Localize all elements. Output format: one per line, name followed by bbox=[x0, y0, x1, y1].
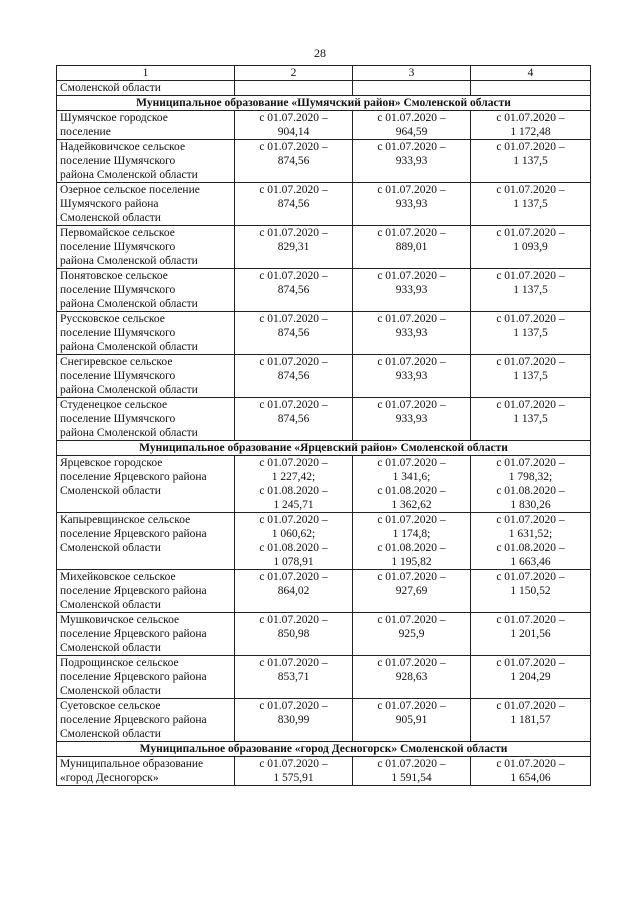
tariff-col-4-line: с 01.07.2020 – bbox=[496, 514, 565, 526]
tariff-col-2-line: 1 060,62; bbox=[271, 528, 316, 540]
tariff-col-3 bbox=[353, 699, 471, 742]
tariff-col-3 bbox=[353, 656, 471, 699]
tariff-col-3-line: 933,93 bbox=[395, 198, 428, 210]
settlement-name-line: Мушковичское сельское bbox=[60, 614, 180, 626]
tariff-col-2-line: с 01.07.2020 – bbox=[259, 313, 328, 325]
tariff-col-2-line: 1 078,91 bbox=[273, 556, 314, 568]
tariff-col-4 bbox=[471, 312, 591, 355]
tariff-col-2-line: с 01.07.2020 – bbox=[259, 112, 328, 124]
settlement-name-line: Смоленской области bbox=[60, 542, 161, 554]
tariff-col-2-line: с 01.07.2020 – bbox=[259, 758, 328, 770]
tariff-col-4 bbox=[471, 456, 591, 513]
settlement-name-line: района Смоленской области bbox=[60, 255, 198, 267]
tariff-col-2-line: с 01.08.2020 – bbox=[259, 485, 328, 497]
tariff-col-3 bbox=[353, 140, 471, 183]
tariff-col-3-line: 905,91 bbox=[395, 714, 428, 726]
settlement-name bbox=[57, 613, 235, 656]
tariff-col-3-line: с 01.08.2020 – bbox=[377, 485, 446, 497]
tariff-col-3-line: с 01.07.2020 – bbox=[377, 313, 446, 325]
tariff-col-4 bbox=[471, 513, 591, 570]
tariff-col-3 bbox=[353, 111, 471, 140]
tariff-col-3-line: 1 341,6; bbox=[392, 471, 431, 483]
tariff-col-2-line: 874,56 bbox=[277, 327, 310, 339]
settlement-name-line: Михейковское сельское bbox=[60, 571, 176, 583]
tariff-col-4-line: с 01.07.2020 – bbox=[496, 313, 565, 325]
tariff-col-3-line: с 01.07.2020 – bbox=[377, 356, 446, 368]
settlement-name-line: Первомайское сельское bbox=[60, 227, 175, 239]
page-number: 28 bbox=[314, 46, 326, 60]
tariff-col-2 bbox=[235, 456, 353, 513]
settlement-name-line: Озерное сельское поселение bbox=[60, 184, 200, 196]
settlement-name bbox=[57, 456, 235, 513]
settlement-name bbox=[57, 398, 235, 441]
tariff-col-4 bbox=[471, 398, 591, 441]
tariff-col-2 bbox=[235, 398, 353, 441]
tariff-col-2-line: с 01.07.2020 – bbox=[259, 457, 328, 469]
tariff-col-3-line: с 01.07.2020 – bbox=[377, 184, 446, 196]
tariff-col-3 bbox=[353, 355, 471, 398]
tariff-col-4-line: 1 201,56 bbox=[510, 628, 551, 640]
empty-cell bbox=[353, 81, 471, 96]
tariff-col-4-line: 1 798,32; bbox=[508, 471, 553, 483]
tariff-col-2-line: с 01.07.2020 – bbox=[259, 184, 328, 196]
section-header-row bbox=[57, 742, 591, 757]
tariff-col-3 bbox=[353, 183, 471, 226]
tariff-col-2-line: с 01.07.2020 – bbox=[259, 399, 328, 411]
settlement-name bbox=[57, 140, 235, 183]
settlement-name-line: поселение Шумячского bbox=[60, 370, 176, 382]
settlement-name-line: Шумячское городское bbox=[60, 112, 168, 124]
table-row bbox=[57, 699, 591, 742]
tariff-col-3-line: с 01.08.2020 – bbox=[377, 542, 446, 554]
tariff-col-2-line: с 01.07.2020 – bbox=[259, 270, 328, 282]
tariff-col-2 bbox=[235, 699, 353, 742]
tariff-col-4-line: с 01.07.2020 – bbox=[496, 457, 565, 469]
tariff-col-2 bbox=[235, 183, 353, 226]
tariff-col-3 bbox=[353, 269, 471, 312]
tariff-col-2 bbox=[235, 613, 353, 656]
tariff-col-4-line: с 01.07.2020 – bbox=[496, 399, 565, 411]
tariff-col-3 bbox=[353, 456, 471, 513]
table-row bbox=[57, 312, 591, 355]
tariff-col-3 bbox=[353, 312, 471, 355]
tariff-col-4 bbox=[471, 269, 591, 312]
tariff-col-3-line: с 01.07.2020 – bbox=[377, 614, 446, 626]
tariff-col-2 bbox=[235, 226, 353, 269]
tariff-col-2 bbox=[235, 269, 353, 312]
table-row bbox=[57, 656, 591, 699]
table-row bbox=[57, 269, 591, 312]
tariff-col-2-line: 874,56 bbox=[277, 370, 310, 382]
settlement-name-line: района Смоленской области bbox=[60, 298, 198, 310]
tariff-col-2 bbox=[235, 570, 353, 613]
settlement-name-line: поселение Шумячского bbox=[60, 241, 176, 253]
tariff-col-4 bbox=[471, 656, 591, 699]
empty-cell bbox=[471, 81, 591, 96]
table-row bbox=[57, 757, 591, 786]
tariff-col-4-line: с 01.07.2020 – bbox=[496, 141, 565, 153]
table-row bbox=[57, 613, 591, 656]
tariff-col-3-line: 964,59 bbox=[395, 126, 428, 138]
tariff-col-4 bbox=[471, 111, 591, 140]
settlement-name-line: района Смоленской области bbox=[60, 341, 198, 353]
settlement-name bbox=[57, 312, 235, 355]
tariff-col-2-line: с 01.07.2020 – bbox=[259, 571, 328, 583]
tariff-col-4-line: 1 137,5 bbox=[513, 284, 548, 296]
settlement-name-line: «город Десногорск» bbox=[60, 772, 159, 784]
tariff-col-2-line: с 01.07.2020 – bbox=[259, 657, 328, 669]
settlement-name-line: Ярцевское городское bbox=[60, 457, 163, 469]
tariff-col-2-line: с 01.07.2020 – bbox=[259, 614, 328, 626]
tariff-col-2-line: 1 575,91 bbox=[273, 772, 314, 784]
carry-over-row bbox=[57, 81, 591, 96]
tariff-col-4-line: с 01.07.2020 – bbox=[496, 270, 565, 282]
settlement-name-line: поселение Ярцевского района bbox=[60, 585, 207, 597]
tariff-col-3-line: 1 195,82 bbox=[391, 556, 432, 568]
settlement-name-line: Суетовское сельское bbox=[60, 700, 161, 712]
tariff-col-4-line: 1 830,26 bbox=[510, 499, 551, 511]
tariff-col-3-line: 1 362,62 bbox=[391, 499, 432, 511]
tariff-col-3 bbox=[353, 613, 471, 656]
section-title: Муниципальное образование «Шумячский район» Смоленской области bbox=[57, 96, 591, 111]
tariff-table-body bbox=[57, 66, 591, 786]
tariff-col-3-line: с 01.07.2020 – bbox=[377, 571, 446, 583]
settlement-name-line: Муниципальное образование bbox=[60, 758, 204, 770]
tariff-col-2-line: 874,56 bbox=[277, 198, 310, 210]
tariff-col-4 bbox=[471, 226, 591, 269]
tariff-col-3-line: с 01.07.2020 – bbox=[377, 457, 446, 469]
tariff-col-4-line: с 01.07.2020 – bbox=[496, 356, 565, 368]
table-row bbox=[57, 570, 591, 613]
tariff-col-3-line: с 01.07.2020 – bbox=[377, 270, 446, 282]
tariff-col-3-line: с 01.07.2020 – bbox=[377, 700, 446, 712]
settlement-name-line: Смоленской области bbox=[60, 599, 161, 611]
tariff-col-3-line: 933,93 bbox=[395, 327, 428, 339]
settlement-name-line: Студенецкое сельское bbox=[60, 399, 168, 411]
tariff-col-4-line: с 01.07.2020 – bbox=[496, 571, 565, 583]
tariff-col-2-line: 830,99 bbox=[277, 714, 310, 726]
tariff-col-3-line: 933,93 bbox=[395, 284, 428, 296]
tariff-col-2-line: 864,02 bbox=[277, 585, 310, 597]
settlement-name bbox=[57, 656, 235, 699]
table-row bbox=[57, 183, 591, 226]
tariff-col-4-line: 1 631,52; bbox=[508, 528, 553, 540]
section-header-row bbox=[57, 96, 591, 111]
settlement-name bbox=[57, 570, 235, 613]
tariff-col-3-line: 928,63 bbox=[395, 671, 428, 683]
tariff-col-4-line: с 01.07.2020 – bbox=[496, 758, 565, 770]
column-number-row bbox=[57, 66, 591, 81]
column-number: 4 bbox=[471, 66, 591, 81]
tariff-col-2 bbox=[235, 355, 353, 398]
tariff-table bbox=[56, 65, 591, 786]
tariff-col-2 bbox=[235, 757, 353, 786]
settlement-name bbox=[57, 757, 235, 786]
table-row bbox=[57, 140, 591, 183]
tariff-col-4-line: 1 137,5 bbox=[513, 155, 548, 167]
tariff-col-4-line: 1 172,48 bbox=[510, 126, 551, 138]
settlement-name-line: поселение Шумячского bbox=[60, 284, 176, 296]
tariff-col-4-line: 1 137,5 bbox=[513, 327, 548, 339]
tariff-col-2-line: 829,31 bbox=[277, 241, 310, 253]
section-title: Муниципальное образование «город Десногорск» Смоленской области bbox=[57, 742, 591, 757]
settlement-name-line: Снегиревское сельское bbox=[60, 356, 173, 368]
tariff-col-4-line: с 01.08.2020 – bbox=[496, 542, 565, 554]
table-row bbox=[57, 398, 591, 441]
tariff-col-2-line: 1 227,42; bbox=[271, 471, 316, 483]
tariff-col-4-line: 1 654,06 bbox=[510, 772, 551, 784]
tariff-col-3-line: с 01.07.2020 – bbox=[377, 112, 446, 124]
settlement-name-line: Надейковичское сельское bbox=[60, 141, 186, 153]
tariff-col-4-line: с 01.07.2020 – bbox=[496, 184, 565, 196]
tariff-col-3-line: с 01.07.2020 – bbox=[377, 141, 446, 153]
tariff-col-4 bbox=[471, 183, 591, 226]
tariff-col-3-line: 927,69 bbox=[395, 585, 428, 597]
tariff-col-2-line: с 01.07.2020 – bbox=[259, 514, 328, 526]
tariff-col-3-line: с 01.07.2020 – bbox=[377, 514, 446, 526]
settlement-name-line: поселение Ярцевского района bbox=[60, 471, 207, 483]
tariff-col-4-line: с 01.07.2020 – bbox=[496, 614, 565, 626]
tariff-col-4-line: 1 663,46 bbox=[510, 556, 551, 568]
settlement-name-line: поселение Ярцевского района bbox=[60, 628, 207, 640]
settlement-name-line: Смоленской области bbox=[60, 728, 161, 740]
settlement-name-line: поселение Ярцевского района bbox=[60, 714, 207, 726]
tariff-col-3-line: с 01.07.2020 – bbox=[377, 399, 446, 411]
settlement-name-line: Смоленской области bbox=[60, 485, 161, 497]
tariff-col-3-line: 925,9 bbox=[398, 628, 425, 640]
tariff-col-3-line: 933,93 bbox=[395, 413, 428, 425]
tariff-col-2-line: 874,56 bbox=[277, 413, 310, 425]
section-title: Муниципальное образование «Ярцевский район» Смоленской области bbox=[57, 441, 591, 456]
tariff-col-4-line: с 01.07.2020 – bbox=[496, 657, 565, 669]
empty-cell bbox=[235, 81, 353, 96]
tariff-col-4-line: с 01.07.2020 – bbox=[496, 700, 565, 712]
tariff-col-4-line: 1 204,29 bbox=[510, 671, 551, 683]
tariff-col-3-line: с 01.07.2020 – bbox=[377, 758, 446, 770]
tariff-col-3-line: 933,93 bbox=[395, 370, 428, 382]
tariff-col-2 bbox=[235, 111, 353, 140]
settlement-name-line: поселение Ярцевского района bbox=[60, 671, 207, 683]
tariff-col-4 bbox=[471, 570, 591, 613]
settlement-name-line: поселение bbox=[60, 126, 111, 138]
tariff-col-2-line: с 01.07.2020 – bbox=[259, 141, 328, 153]
settlement-name-line: Смоленской области bbox=[60, 642, 161, 654]
tariff-col-4-line: с 01.07.2020 – bbox=[496, 112, 565, 124]
column-number: 3 bbox=[353, 66, 471, 81]
tariff-col-4-line: 1 150,52 bbox=[510, 585, 551, 597]
tariff-col-2-line: 904,14 bbox=[277, 126, 310, 138]
settlement-name bbox=[57, 226, 235, 269]
column-number: 1 bbox=[57, 66, 235, 81]
tariff-col-2-line: 1 245,71 bbox=[273, 499, 314, 511]
tariff-col-3-line: с 01.07.2020 – bbox=[377, 657, 446, 669]
tariff-col-3 bbox=[353, 570, 471, 613]
tariff-col-4-line: с 01.08.2020 – bbox=[496, 485, 565, 497]
settlement-name bbox=[57, 183, 235, 226]
settlement-name bbox=[57, 699, 235, 742]
tariff-col-3 bbox=[353, 757, 471, 786]
table-row bbox=[57, 513, 591, 570]
settlement-name-line: Шумячского района bbox=[60, 198, 159, 210]
settlement-name bbox=[57, 513, 235, 570]
tariff-col-2-line: 874,56 bbox=[277, 155, 310, 167]
tariff-col-3-line: с 01.07.2020 – bbox=[377, 227, 446, 239]
tariff-col-2-line: с 01.07.2020 – bbox=[259, 700, 328, 712]
tariff-col-4 bbox=[471, 757, 591, 786]
column-number: 2 bbox=[235, 66, 353, 81]
settlement-name-line: Капыревщинское сельское bbox=[60, 514, 191, 526]
settlement-name bbox=[57, 355, 235, 398]
tariff-col-4 bbox=[471, 613, 591, 656]
settlement-name bbox=[57, 111, 235, 140]
settlement-name-line: Подрощинское сельское bbox=[60, 657, 179, 669]
settlement-name-line: поселение Шумячского bbox=[60, 413, 176, 425]
tariff-col-2-line: с 01.07.2020 – bbox=[259, 227, 328, 239]
tariff-col-4 bbox=[471, 699, 591, 742]
tariff-col-4 bbox=[471, 140, 591, 183]
settlement-name-line: поселение Ярцевского района bbox=[60, 528, 207, 540]
table-row bbox=[57, 111, 591, 140]
tariff-col-2 bbox=[235, 513, 353, 570]
tariff-col-2-line: 850,98 bbox=[277, 628, 310, 640]
tariff-col-4-line: 1 137,5 bbox=[513, 413, 548, 425]
settlement-name-line: поселение Шумячского bbox=[60, 327, 176, 339]
table-row bbox=[57, 355, 591, 398]
tariff-col-3-line: 1 174,8; bbox=[392, 528, 431, 540]
table-row bbox=[57, 456, 591, 513]
tariff-col-2-line: 853,71 bbox=[277, 671, 310, 683]
tariff-col-3 bbox=[353, 513, 471, 570]
tariff-col-3-line: 1 591,54 bbox=[391, 772, 432, 784]
tariff-col-2-line: с 01.08.2020 – bbox=[259, 542, 328, 554]
tariff-col-2 bbox=[235, 656, 353, 699]
tariff-col-2 bbox=[235, 140, 353, 183]
tariff-col-2 bbox=[235, 312, 353, 355]
tariff-col-4-line: 1 181,57 bbox=[510, 714, 551, 726]
tariff-col-3-line: 889,01 bbox=[395, 241, 428, 253]
settlement-name-line: района Смоленской области bbox=[60, 384, 198, 396]
tariff-col-4-line: 1 137,5 bbox=[513, 370, 548, 382]
tariff-col-3-line: 933,93 bbox=[395, 155, 428, 167]
tariff-col-2-line: 874,56 bbox=[277, 284, 310, 296]
settlement-name-line: Смоленской области bbox=[60, 212, 161, 224]
tariff-col-3 bbox=[353, 226, 471, 269]
settlement-name-line: Руссковское сельское bbox=[60, 313, 165, 325]
tariff-col-2-line: с 01.07.2020 – bbox=[259, 356, 328, 368]
settlement-name-line: Смоленской области bbox=[60, 685, 161, 697]
section-header-row bbox=[57, 441, 591, 456]
tariff-col-4-line: 1 137,5 bbox=[513, 198, 548, 210]
table-row bbox=[57, 226, 591, 269]
tariff-col-4 bbox=[471, 355, 591, 398]
settlement-name-line: района Смоленской области bbox=[60, 427, 198, 439]
settlement-name-line: Понятовское сельское bbox=[60, 270, 168, 282]
carry-over-text: Смоленской области bbox=[57, 81, 235, 96]
tariff-col-4-line: с 01.07.2020 – bbox=[496, 227, 565, 239]
settlement-name-line: поселение Шумячского bbox=[60, 155, 176, 167]
settlement-name bbox=[57, 269, 235, 312]
tariff-col-3 bbox=[353, 398, 471, 441]
tariff-col-4-line: 1 093,9 bbox=[513, 241, 548, 253]
settlement-name-line: района Смоленской области bbox=[60, 169, 198, 181]
